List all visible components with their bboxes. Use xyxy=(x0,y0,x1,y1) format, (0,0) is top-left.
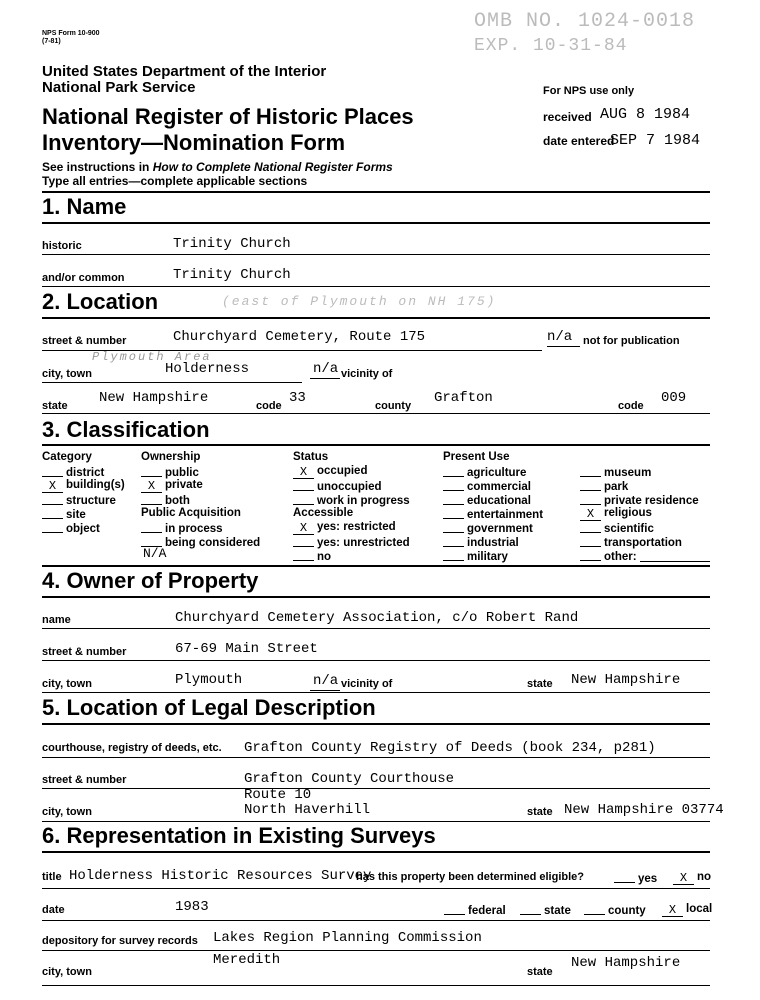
checkbox[interactable] xyxy=(443,549,464,561)
legal-street-value-1: Grafton County Courthouse xyxy=(244,771,455,787)
ownership-both[interactable]: both xyxy=(141,493,190,507)
divider xyxy=(42,222,710,224)
field-line xyxy=(42,821,710,822)
divider xyxy=(42,723,710,725)
instructions-line2: Type all entries—complete applicable sections xyxy=(42,174,308,188)
owner-state-label: state xyxy=(527,678,553,690)
use-museum[interactable]: museum xyxy=(580,465,651,479)
legal-city-value: North Haverhill xyxy=(244,802,371,818)
field-line xyxy=(42,382,302,383)
status-unoccupied[interactable]: unoccupied xyxy=(293,479,382,493)
category-buildings[interactable]: X building(s) xyxy=(42,479,125,493)
handwritten-location-note: (east of Plymouth on NH 175) xyxy=(222,294,497,309)
checkbox[interactable] xyxy=(580,549,601,561)
use-transportation[interactable]: transportation xyxy=(580,535,682,549)
eligible-yes[interactable]: yes xyxy=(614,871,657,885)
vicinity-value: n/a xyxy=(313,361,339,377)
category-title: Category xyxy=(42,451,92,463)
category-site[interactable]: site xyxy=(42,507,86,521)
use-private-residence[interactable]: private residence xyxy=(580,493,699,507)
field-line xyxy=(42,286,710,287)
depository-city-value: Meredith xyxy=(213,952,281,968)
field-line xyxy=(42,920,710,921)
checkbox[interactable] xyxy=(42,521,63,533)
city-value: Holderness xyxy=(165,361,250,377)
divider xyxy=(42,565,710,567)
street-value: Churchyard Cemetery, Route 175 xyxy=(173,329,426,345)
accessible-title: Accessible xyxy=(293,507,354,519)
use-religious[interactable]: X religious xyxy=(580,507,652,521)
section-1-heading: 1. Name xyxy=(42,194,127,219)
department-name: United States Department of the Interior xyxy=(42,63,327,80)
use-military[interactable]: military xyxy=(443,549,508,563)
checkbox[interactable]: X xyxy=(673,873,694,885)
checkbox[interactable] xyxy=(42,493,63,505)
ownership-private[interactable]: X private xyxy=(141,479,203,493)
use-educational[interactable]: educational xyxy=(443,493,531,507)
historic-value: Trinity Church xyxy=(173,236,291,252)
form-title-line2: Inventory—Nomination Form xyxy=(42,130,346,155)
legal-state-label: state xyxy=(527,806,553,818)
divider xyxy=(42,317,710,319)
owner-street-label: street & number xyxy=(42,646,127,658)
checkbox[interactable] xyxy=(141,465,162,477)
field-line xyxy=(42,692,710,693)
checkbox[interactable] xyxy=(293,535,314,547)
field-line xyxy=(42,950,710,951)
checkbox[interactable] xyxy=(443,465,464,477)
owner-vicinity-label: vicinity of xyxy=(341,678,393,690)
checkbox[interactable] xyxy=(42,465,63,477)
field-line xyxy=(310,378,340,379)
checkbox[interactable] xyxy=(580,535,601,547)
acquisition-title: Public Acquisition xyxy=(141,507,241,519)
acquisition-being-considered[interactable]: being considered xyxy=(141,535,260,549)
use-park[interactable]: park xyxy=(580,479,628,493)
field-line xyxy=(42,788,710,789)
checkbox[interactable] xyxy=(584,903,605,915)
date-entered-stamp: SEP 7 1984 xyxy=(610,132,701,149)
checkbox[interactable] xyxy=(444,903,465,915)
status-occupied[interactable]: X occupied xyxy=(293,465,367,479)
depository-city-label: city, town xyxy=(42,966,92,978)
survey-title-value: Holderness Historic Resources Survey xyxy=(69,868,372,884)
city-label: city, town xyxy=(42,368,92,380)
legal-street-label: street & number xyxy=(42,774,127,786)
use-entertainment[interactable]: entertainment xyxy=(443,507,543,521)
county-label: county xyxy=(375,400,412,412)
checkbox[interactable]: X xyxy=(662,905,683,917)
section-4-heading: 4. Owner of Property xyxy=(42,568,259,593)
field-line xyxy=(42,413,710,414)
section-5-heading: 5. Location of Legal Description xyxy=(42,695,376,720)
field-line xyxy=(640,561,710,562)
level-local[interactable]: X local xyxy=(662,903,712,917)
present-use-title: Present Use xyxy=(443,451,510,463)
checkbox[interactable] xyxy=(614,871,635,883)
checkbox[interactable] xyxy=(580,521,601,533)
field-line xyxy=(42,254,710,255)
not-for-publication-value: n/a xyxy=(547,329,573,345)
accessible-unrestricted[interactable]: yes: unrestricted xyxy=(293,535,410,549)
checkbox[interactable] xyxy=(443,521,464,533)
checkbox[interactable] xyxy=(141,493,162,505)
checkbox[interactable] xyxy=(42,507,63,519)
survey-title-label: title xyxy=(42,871,62,883)
instructions-line1: See instructions in How to Complete National Register Forms xyxy=(42,160,393,174)
date-entered-label: date entered xyxy=(543,134,615,148)
state-label: state xyxy=(42,400,68,412)
divider xyxy=(42,444,710,446)
ownership-public[interactable]: public xyxy=(141,465,199,479)
owner-street-value: 67-69 Main Street xyxy=(175,641,318,657)
field-line xyxy=(547,346,580,347)
expiry-stamp: EXP. 10-31-84 xyxy=(474,36,628,56)
state-code-value: 33 xyxy=(289,390,306,406)
eligible-question: has this property been determined eligible? xyxy=(356,871,584,883)
county-code-label: code xyxy=(618,400,644,412)
common-value: Trinity Church xyxy=(173,267,291,283)
owner-city-label: city, town xyxy=(42,678,92,690)
acquisition-in-process[interactable]: in process xyxy=(141,521,223,535)
owner-name-label: name xyxy=(42,614,71,626)
level-county[interactable]: county xyxy=(584,903,646,917)
checkbox[interactable]: X xyxy=(580,509,601,521)
form-title-line1: National Register of Historic Places xyxy=(42,104,414,129)
section-2-heading: 2. Location xyxy=(42,289,159,314)
depository-state-label: state xyxy=(527,966,553,978)
checkbox[interactable] xyxy=(293,549,314,561)
use-commercial[interactable]: commercial xyxy=(443,479,531,493)
use-scientific[interactable]: scientific xyxy=(580,521,654,535)
field-line xyxy=(42,888,710,889)
checkbox[interactable]: X xyxy=(293,523,314,535)
checkbox[interactable] xyxy=(580,493,601,505)
field-line xyxy=(42,628,710,629)
category-structure[interactable]: structure xyxy=(42,493,116,507)
level-federal[interactable]: federal xyxy=(444,903,506,917)
checkbox[interactable]: X xyxy=(141,481,162,493)
section-3-heading: 3. Classification xyxy=(42,417,210,442)
field-line xyxy=(42,660,710,661)
accessible-no[interactable]: no xyxy=(293,549,331,563)
field-line xyxy=(42,757,710,758)
service-name: National Park Service xyxy=(42,79,196,96)
checkbox[interactable] xyxy=(293,479,314,491)
county-value: Grafton xyxy=(434,390,493,406)
form-number: NPS Form 10-900 xyxy=(42,30,100,37)
depository-label: depository for survey records xyxy=(42,935,198,947)
checkbox[interactable] xyxy=(443,507,464,519)
checkbox[interactable] xyxy=(443,493,464,505)
owner-name-value: Churchyard Cemetery Association, c/o Robert Rand xyxy=(175,610,579,626)
checkbox[interactable] xyxy=(520,903,541,915)
depository-state-value: New Hampshire xyxy=(571,955,681,971)
form-date: (7-81) xyxy=(42,38,61,45)
checkbox[interactable] xyxy=(293,493,314,505)
owner-state-value: New Hampshire xyxy=(571,672,681,688)
received-label: received xyxy=(543,110,592,124)
ownership-title: Ownership xyxy=(141,451,201,463)
legal-street-value-2: Route 10 xyxy=(244,787,312,803)
courthouse-value: Grafton County Registry of Deeds (book 234, p281) xyxy=(244,740,656,756)
survey-date-value: 1983 xyxy=(175,899,209,915)
category-object[interactable]: object xyxy=(42,521,100,535)
use-government[interactable]: government xyxy=(443,521,533,535)
omb-stamp: OMB NO. 1024-0018 xyxy=(474,10,696,33)
survey-date-label: date xyxy=(42,904,65,916)
checkbox[interactable]: X xyxy=(293,467,314,479)
field-line xyxy=(42,985,710,986)
street-label: street & number xyxy=(42,335,127,347)
checkbox[interactable] xyxy=(141,521,162,533)
use-industrial[interactable]: industrial xyxy=(443,535,519,549)
divider xyxy=(42,191,710,193)
checkbox[interactable]: X xyxy=(42,481,63,493)
code-label: code xyxy=(256,400,282,412)
vicinity-label: vicinity of xyxy=(341,368,393,380)
received-stamp: AUG 8 1984 xyxy=(600,106,691,123)
category-district[interactable]: district xyxy=(42,465,104,479)
field-line xyxy=(310,690,340,691)
eligible-no[interactable]: X no xyxy=(673,871,711,885)
use-agriculture[interactable]: agriculture xyxy=(443,465,526,479)
acquisition-note: N/A xyxy=(143,546,167,561)
checkbox[interactable] xyxy=(580,465,601,477)
depository-value: Lakes Region Planning Commission xyxy=(213,930,482,946)
courthouse-label: courthouse, registry of deeds, etc. xyxy=(42,742,222,754)
accessible-restricted[interactable]: X yes: restricted xyxy=(293,521,396,535)
legal-city-label: city, town xyxy=(42,806,92,818)
use-other[interactable]: other: xyxy=(580,549,637,563)
status-title: Status xyxy=(293,451,329,463)
level-state[interactable]: state xyxy=(520,903,571,917)
divider xyxy=(42,596,710,598)
status-work-in-progress[interactable]: work in progress xyxy=(293,493,410,507)
checkbox[interactable] xyxy=(443,535,464,547)
divider xyxy=(42,851,710,853)
historic-label: historic xyxy=(42,240,82,252)
checkbox[interactable] xyxy=(580,479,601,491)
common-label: and/or common xyxy=(42,272,125,284)
handwritten-city-note: Plymouth Area xyxy=(92,350,212,364)
state-value: New Hampshire xyxy=(99,390,209,406)
checkbox[interactable] xyxy=(443,479,464,491)
section-6-heading: 6. Representation in Existing Surveys xyxy=(42,823,436,848)
nps-use-label: For NPS use only xyxy=(543,85,635,97)
legal-state-value: New Hampshire 03774 xyxy=(564,802,724,818)
county-code-value: 009 xyxy=(661,390,687,406)
owner-city-value: Plymouth xyxy=(175,672,243,688)
not-for-publication-label: not for publication xyxy=(583,335,680,347)
owner-vicinity-value: n/a xyxy=(313,673,339,689)
